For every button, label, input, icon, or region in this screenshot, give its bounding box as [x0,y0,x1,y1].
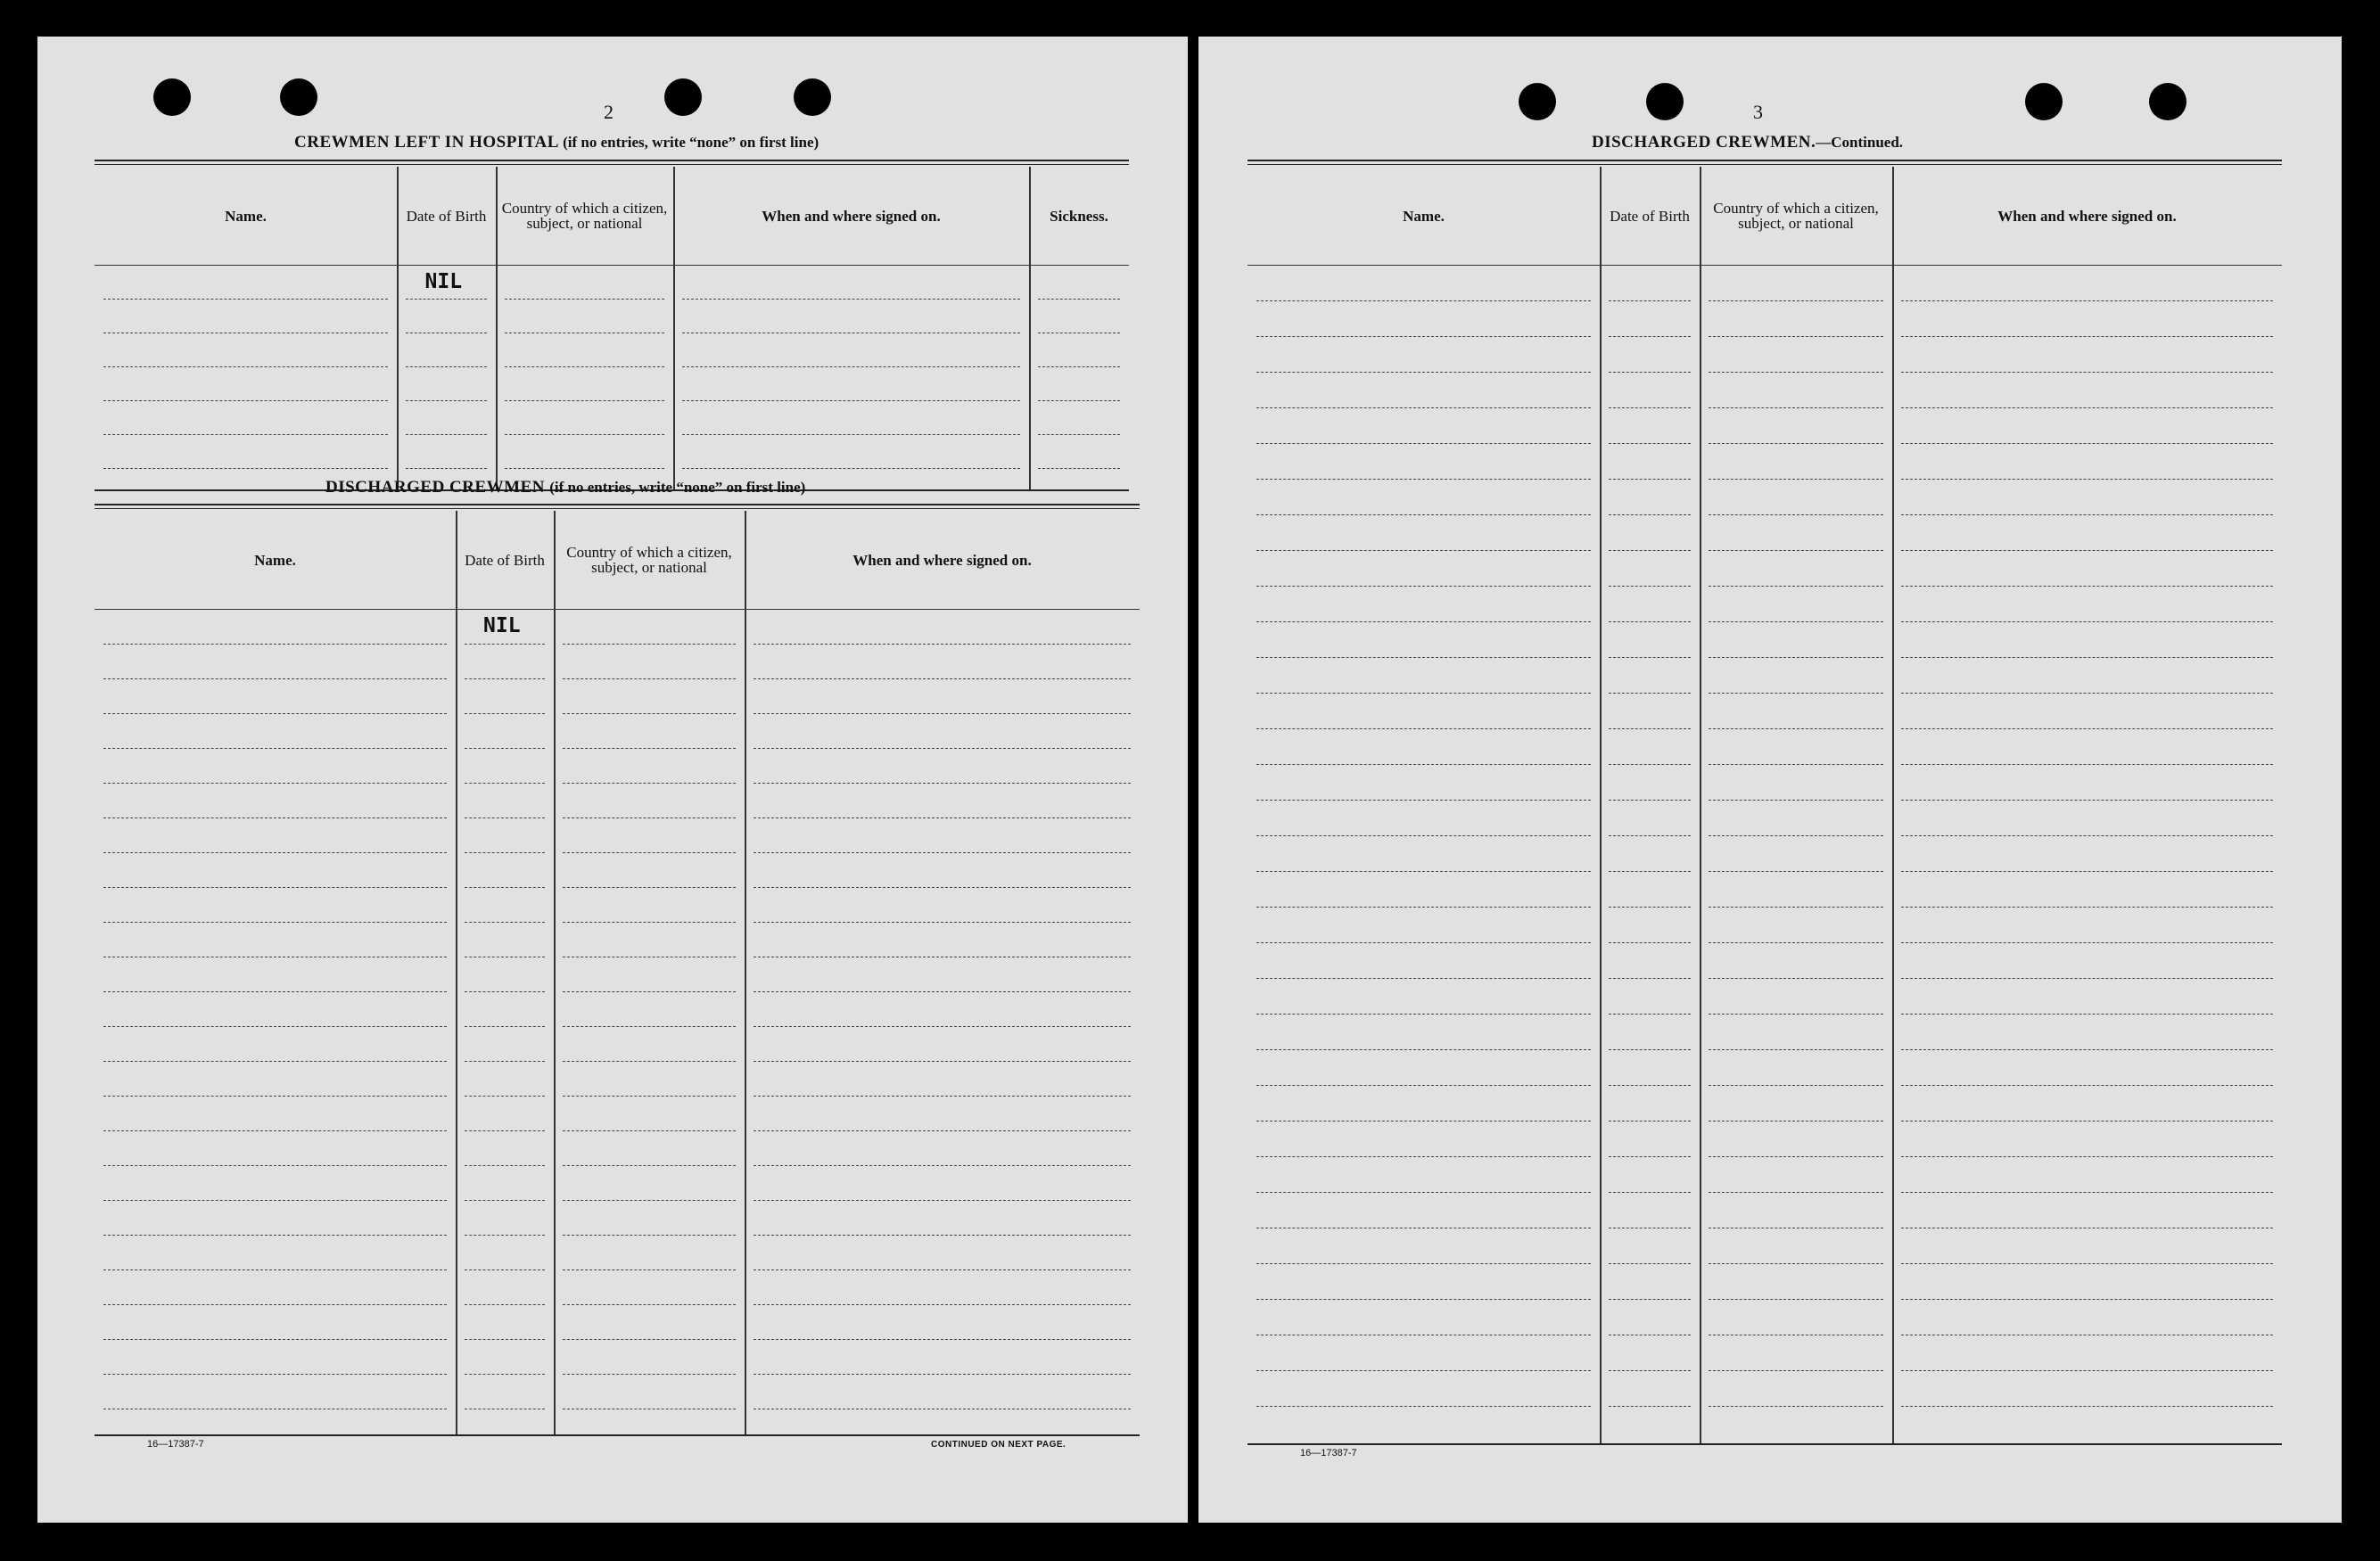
entry-line[interactable] [754,748,1131,749]
entry-line[interactable] [1038,400,1120,401]
punch-hole [153,78,191,116]
entry-line[interactable] [406,400,487,401]
entry-line[interactable] [754,1130,1131,1131]
entry-line[interactable] [1256,942,1591,943]
entry-line[interactable] [1901,1263,2273,1264]
entry-line[interactable] [465,1026,545,1027]
entry-line[interactable] [103,1374,447,1375]
entry-line[interactable] [1256,1370,1591,1371]
entry-line[interactable] [1901,407,2273,408]
entry-line[interactable] [103,678,447,679]
entry-line[interactable] [1709,1085,1883,1086]
entry-line[interactable] [1901,1299,2273,1300]
page-number: 3 [1753,101,1763,123]
entry-line[interactable] [465,852,545,853]
column-header: Name. [254,551,296,569]
entry-line[interactable] [1609,443,1691,444]
entry-line[interactable] [754,1200,1131,1201]
entry-line[interactable] [1038,434,1120,435]
entry-line[interactable] [465,678,545,679]
continued-note: CONTINUED ON NEXT PAGE. [931,1440,1066,1450]
entry-line[interactable] [563,644,736,645]
entry-line[interactable] [563,1339,736,1340]
entry-line[interactable] [465,713,545,714]
entry-line[interactable] [1709,300,1883,301]
entry-line[interactable] [563,1200,736,1201]
entry-line[interactable] [406,299,487,300]
punch-hole [1519,83,1556,120]
entry-line[interactable] [1256,586,1591,587]
entry-line[interactable] [563,783,736,784]
entry-line[interactable] [1256,764,1591,765]
entry-line[interactable] [465,991,545,992]
entry-line[interactable] [754,1026,1131,1027]
entry-line[interactable] [505,434,664,435]
entry-line[interactable] [103,1026,447,1027]
discharged-continued-title: DISCHARGED CREWMEN.—Continued. [1592,133,1904,152]
entry-line[interactable] [1256,1406,1591,1407]
entry-line[interactable] [103,1339,447,1340]
entry-line[interactable] [1609,693,1691,694]
entry-line[interactable] [1609,764,1691,765]
entry-line[interactable] [1609,372,1691,373]
entry-line[interactable] [103,748,447,749]
entry-line[interactable] [505,468,664,469]
entry-line[interactable] [465,922,545,923]
page-number: 2 [604,101,614,123]
entry-line[interactable] [1901,728,2273,729]
entry-line[interactable] [103,713,447,714]
entry-line[interactable] [1901,1406,2273,1407]
entry-line[interactable] [1709,1156,1883,1157]
entry-line[interactable] [1901,693,2273,694]
column-divider [1892,167,1894,1443]
entry-line[interactable] [103,299,388,300]
entry-line[interactable] [563,887,736,888]
entry-line[interactable] [1609,1049,1691,1050]
entry-line[interactable] [1256,336,1591,337]
entry-line[interactable] [1609,1406,1691,1407]
nil-entry: NIL [424,270,463,293]
column-header: Date of Birth [1610,207,1690,225]
entry-line[interactable] [1609,407,1691,408]
entry-line[interactable] [682,400,1020,401]
column-header: Sickness. [1050,207,1108,225]
entry-line[interactable] [103,852,447,853]
entry-line[interactable] [563,1130,736,1131]
hospital-table [95,160,1129,489]
entry-line[interactable] [1609,1014,1691,1015]
column-header: Name. [225,207,267,225]
punch-hole [2025,83,2063,120]
entry-line[interactable] [103,434,388,435]
entry-line[interactable] [1609,728,1691,729]
entry-line[interactable] [1609,1192,1691,1193]
entry-line[interactable] [754,1374,1131,1375]
entry-line[interactable] [754,1096,1131,1097]
entry-line[interactable] [1609,1085,1691,1086]
entry-line[interactable] [1256,514,1591,515]
entry-line[interactable] [1709,728,1883,729]
column-divider [554,511,556,1434]
entry-line[interactable] [103,1165,447,1166]
entry-line[interactable] [103,922,447,923]
entry-line[interactable] [1256,907,1591,908]
entry-line[interactable] [1709,550,1883,551]
entry-line[interactable] [1709,1014,1883,1015]
entry-line[interactable] [1609,514,1691,515]
entry-line[interactable] [1256,800,1591,801]
entry-line[interactable] [754,887,1131,888]
entry-line[interactable] [103,1235,447,1236]
discharged-table [95,504,1140,1434]
entry-line[interactable] [1256,871,1591,872]
column-header: When and where signed on. [1997,207,2177,225]
entry-line[interactable] [1256,978,1591,979]
entry-line[interactable] [1709,1049,1883,1050]
entry-line[interactable] [1709,407,1883,408]
entry-line[interactable] [1609,978,1691,979]
entry-line[interactable] [1709,800,1883,801]
entry-line[interactable] [1256,835,1591,836]
entry-line[interactable] [1609,657,1691,658]
entry-line[interactable] [1256,693,1591,694]
entry-line[interactable] [754,1061,1131,1062]
entry-line[interactable] [103,817,447,818]
entry-line[interactable] [1256,407,1591,408]
entry-line[interactable] [754,1304,1131,1305]
entry-line[interactable] [465,887,545,888]
entry-line[interactable] [1609,1370,1691,1371]
entry-line[interactable] [1709,693,1883,694]
entry-line[interactable] [465,783,545,784]
entry-line[interactable] [1609,300,1691,301]
entry-line[interactable] [1709,942,1883,943]
entry-line[interactable] [1709,621,1883,622]
entry-line[interactable] [505,299,664,300]
entry-line[interactable] [1709,764,1883,765]
entry-line[interactable] [465,1339,545,1340]
entry-line[interactable] [1901,942,2273,943]
entry-line[interactable] [1709,1406,1883,1407]
entry-line[interactable] [103,1269,447,1270]
entry-line[interactable] [1901,550,2273,551]
entry-line[interactable] [754,817,1131,818]
entry-line[interactable] [103,1061,447,1062]
entry-line[interactable] [1709,443,1883,444]
entry-line[interactable] [1901,514,2273,515]
entry-line[interactable] [1901,907,2273,908]
entry-line[interactable] [563,713,736,714]
discharged-continued-table [1248,160,2282,1443]
entry-line[interactable] [1901,1156,2273,1157]
entry-line[interactable] [754,1269,1131,1270]
entry-line[interactable] [103,991,447,992]
left-page [37,37,1188,1523]
column-divider [1600,167,1602,1443]
entry-line[interactable] [1709,1263,1883,1264]
entry-line[interactable] [103,1200,447,1201]
form-number: 16—17387-7 [147,1439,204,1450]
entry-line[interactable] [754,678,1131,679]
entry-line[interactable] [1901,479,2273,480]
entry-line[interactable] [563,852,736,853]
entry-line[interactable] [1901,1192,2273,1193]
entry-line[interactable] [465,1165,545,1166]
entry-line[interactable] [1901,1085,2273,1086]
entry-line[interactable] [1256,550,1591,551]
entry-line[interactable] [103,468,388,469]
entry-line[interactable] [465,1374,545,1375]
entry-line[interactable] [563,1235,736,1236]
entry-line[interactable] [754,1235,1131,1236]
entry-line[interactable] [754,922,1131,923]
entry-line[interactable] [563,922,736,923]
entry-line[interactable] [103,644,447,645]
form-number: 16—17387-7 [1300,1448,1357,1458]
hospital-section-title: CREWMEN LEFT IN HOSPITAL (if no entries, write “none” on first line) [294,133,819,152]
entry-line[interactable] [1609,1299,1691,1300]
punch-hole [1646,83,1684,120]
entry-line[interactable] [465,817,545,818]
entry-line[interactable] [682,468,1020,469]
entry-line[interactable] [1609,621,1691,622]
entry-line[interactable] [1709,871,1883,872]
entry-line[interactable] [505,400,664,401]
entry-line[interactable] [1609,942,1691,943]
column-header: When and where signed on. [852,551,1032,569]
entry-line[interactable] [754,783,1131,784]
entry-line[interactable] [406,468,487,469]
entry-line[interactable] [563,1374,736,1375]
column-header: Country of which a citizen, subject, or national [1713,200,1879,232]
entry-line[interactable] [1709,978,1883,979]
entry-line[interactable] [1609,1156,1691,1157]
entry-line[interactable] [103,400,388,401]
entry-line[interactable] [1256,621,1591,622]
entry-line[interactable] [1709,907,1883,908]
entry-line[interactable] [563,1165,736,1166]
entry-line[interactable] [1709,372,1883,373]
entry-line[interactable] [563,678,736,679]
column-divider [1700,167,1701,1443]
entry-line[interactable] [754,852,1131,853]
entry-line[interactable] [754,991,1131,992]
entry-line[interactable] [682,299,1020,300]
punch-hole [2149,83,2186,120]
column-header: Date of Birth [465,551,545,569]
entry-line[interactable] [1609,586,1691,587]
entry-line[interactable] [1038,299,1120,300]
entry-line[interactable] [1256,1014,1591,1015]
column-divider [745,511,746,1434]
column-header: Country of which a citizen, subject, or national [566,544,732,576]
entry-line[interactable] [465,748,545,749]
column-header: Date of Birth [406,207,487,225]
entry-line[interactable] [465,1096,545,1097]
entry-line[interactable] [1901,1049,2273,1050]
entry-line[interactable] [465,1061,545,1062]
entry-line[interactable] [406,366,487,367]
entry-line[interactable] [1609,800,1691,801]
punch-hole [664,78,702,116]
entry-line[interactable] [1256,728,1591,729]
entry-line[interactable] [1609,550,1691,551]
entry-line[interactable] [505,366,664,367]
entry-line[interactable] [563,1061,736,1062]
entry-line[interactable] [1256,1156,1591,1157]
entry-line[interactable] [754,644,1131,645]
entry-line[interactable] [563,817,736,818]
entry-line[interactable] [465,1235,545,1236]
entry-line[interactable] [1901,871,2273,872]
entry-line[interactable] [1609,871,1691,872]
right-page [1198,37,2342,1523]
entry-line[interactable] [1256,443,1591,444]
entry-line[interactable] [1609,835,1691,836]
entry-line[interactable] [754,713,1131,714]
entry-line[interactable] [1901,621,2273,622]
entry-line[interactable] [1901,300,2273,301]
entry-line[interactable] [1901,764,2273,765]
entry-line[interactable] [1901,372,2273,373]
column-header: When and where signed on. [762,207,941,225]
entry-line[interactable] [1901,443,2273,444]
entry-line[interactable] [1901,835,2273,836]
entry-line[interactable] [563,748,736,749]
punch-hole [280,78,317,116]
entry-line[interactable] [1256,300,1591,301]
entry-line[interactable] [465,1304,545,1305]
entry-line[interactable] [103,366,388,367]
entry-line[interactable] [1709,1370,1883,1371]
entry-line[interactable] [1609,479,1691,480]
entry-line[interactable] [754,1165,1131,1166]
entry-line[interactable] [563,1269,736,1270]
entry-line[interactable] [563,1026,736,1027]
entry-line[interactable] [563,1096,736,1097]
entry-line[interactable] [1609,1263,1691,1264]
entry-line[interactable] [1901,657,2273,658]
entry-line[interactable] [1256,372,1591,373]
entry-line[interactable] [465,1269,545,1270]
entry-line[interactable] [1256,1192,1591,1193]
punch-hole [794,78,831,116]
entry-line[interactable] [1038,468,1120,469]
entry-line[interactable] [1709,835,1883,836]
entry-line[interactable] [1709,1299,1883,1300]
entry-line[interactable] [1709,1192,1883,1193]
entry-line[interactable] [1256,479,1591,480]
entry-line[interactable] [1256,1085,1591,1086]
entry-line[interactable] [1901,800,2273,801]
entry-line[interactable] [1709,336,1883,337]
entry-line[interactable] [1709,514,1883,515]
entry-line[interactable] [1901,1370,2273,1371]
entry-line[interactable] [1901,978,2273,979]
entry-line[interactable] [406,434,487,435]
entry-line[interactable] [1256,1263,1591,1264]
discharged-section-title: DISCHARGED CREWMEN (if no entries, write “none” on first line) [325,478,806,497]
entry-line[interactable] [682,366,1020,367]
entry-line[interactable] [103,783,447,784]
entry-line[interactable] [103,1130,447,1131]
entry-line[interactable] [103,1304,447,1305]
entry-line[interactable] [103,887,447,888]
entry-line[interactable] [465,644,545,645]
entry-line[interactable] [1709,586,1883,587]
entry-line[interactable] [1609,907,1691,908]
entry-line[interactable] [1901,336,2273,337]
entry-line[interactable] [1709,657,1883,658]
column-divider [456,511,457,1434]
entry-line[interactable] [682,434,1020,435]
entry-line[interactable] [563,1304,736,1305]
entry-line[interactable] [465,1200,545,1201]
entry-line[interactable] [1609,336,1691,337]
entry-line[interactable] [1901,586,2273,587]
entry-line[interactable] [1038,366,1120,367]
entry-line[interactable] [103,1096,447,1097]
entry-line[interactable] [563,991,736,992]
entry-line[interactable] [1901,1014,2273,1015]
entry-line[interactable] [754,1339,1131,1340]
entry-line[interactable] [1256,1299,1591,1300]
nil-entry: NIL [483,614,521,637]
column-header: Country of which a citizen, subject, or national [501,200,668,232]
entry-line[interactable] [465,1130,545,1131]
entry-line[interactable] [1709,479,1883,480]
entry-line[interactable] [1256,657,1591,658]
column-header: Name. [1403,207,1445,225]
entry-line[interactable] [1256,1049,1591,1050]
